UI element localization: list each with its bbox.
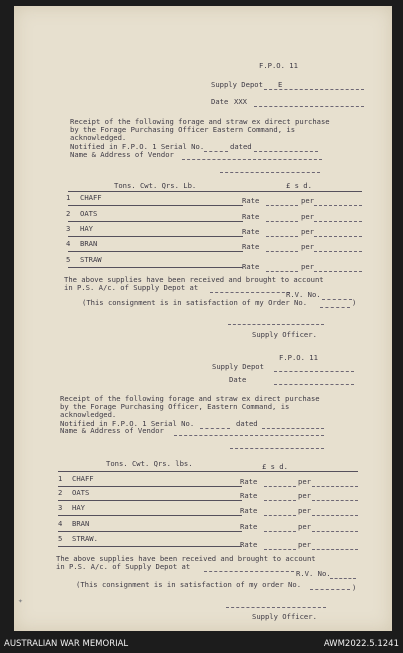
form1-order-line xyxy=(320,307,350,308)
form1-receipt-line2: by the Forage Purchasing Officer Eastern Command, is xyxy=(70,125,296,134)
row-rule xyxy=(68,205,243,206)
form2-supplies-line1: The above supplies have been received and brought to account xyxy=(56,554,316,563)
form2-supply-depot-label: Supply Depot xyxy=(212,362,264,371)
form1-supply-depot-value: E xyxy=(278,80,283,89)
item-name: OATS xyxy=(72,488,90,497)
form1-supply-depot-line xyxy=(264,89,364,90)
form1-date-value: XXX xyxy=(234,97,247,106)
form2-serial-line xyxy=(200,428,230,429)
form1-vendor-line xyxy=(182,159,322,160)
form2-date-label: Date xyxy=(229,375,247,384)
per-label: per xyxy=(298,477,311,486)
item-number: 2 xyxy=(58,488,63,497)
per-label: per xyxy=(301,242,314,251)
rate-line xyxy=(264,549,296,550)
form1-notified: Notified in F.P.O. 1 Serial No. xyxy=(70,142,205,151)
form1-item-row xyxy=(14,194,392,204)
form2-vendor-line xyxy=(174,435,324,436)
form1-item-row xyxy=(14,240,392,250)
item-name: BRAN xyxy=(72,519,90,528)
form2-dated-line xyxy=(262,428,324,429)
form2-item-row xyxy=(14,520,392,530)
form1-signature-line xyxy=(228,324,324,325)
form1-item-row xyxy=(14,255,392,271)
per-label: per xyxy=(301,212,314,221)
item-name: STRAW. xyxy=(72,534,98,543)
per-line xyxy=(314,205,362,206)
item-name: CHAFF xyxy=(80,193,102,202)
form1-dated-line xyxy=(254,151,318,152)
per-label: per xyxy=(301,262,314,271)
form1-rv: R.V. No. xyxy=(286,290,321,299)
form2-item-row xyxy=(14,475,392,485)
rate-label: Rate xyxy=(240,540,258,549)
form1-receipt-line3: acknowledged. xyxy=(70,133,127,142)
form1-receipt-line1: Receipt of the following forage and straw ex direct purchase xyxy=(70,117,330,126)
item-number: 1 xyxy=(58,474,63,483)
item-name: OATS xyxy=(80,209,98,218)
rate-label: Rate xyxy=(242,262,260,271)
form2-supply-officer: Supply Officer. xyxy=(252,612,317,621)
per-line xyxy=(312,515,358,516)
form2-header-rule xyxy=(58,471,358,472)
form1-depot-line xyxy=(210,292,290,293)
item-number: 4 xyxy=(58,519,63,528)
per-label: per xyxy=(301,196,314,205)
rate-line xyxy=(266,221,298,222)
item-name: HAY xyxy=(80,224,93,233)
item-number: 1 xyxy=(66,193,71,202)
item-number: 5 xyxy=(58,534,63,543)
form2-item-row xyxy=(14,534,392,549)
rate-line xyxy=(264,500,296,501)
per-line xyxy=(312,549,358,550)
form1-item-row xyxy=(14,225,392,235)
form1-supplies-line2: in P.S. A/c. of Supply Depot at xyxy=(64,283,199,292)
form1-rv-line xyxy=(322,299,352,300)
per-label: per xyxy=(298,491,311,500)
form2-supplies-line2: in P.S. A/c. of Supply Depot at xyxy=(56,562,191,571)
rate-line xyxy=(266,271,298,272)
rate-line xyxy=(264,515,296,516)
rate-label: Rate xyxy=(242,227,260,236)
form2-depot-line xyxy=(204,571,294,572)
form2-vendor: Name & Address of Vendor xyxy=(60,426,164,435)
form1-code: F.P.O. 11 xyxy=(259,61,298,70)
form2-receipt-line1: Receipt of the following forage and straw ex direct purchase xyxy=(60,394,320,403)
form2-order-line xyxy=(310,589,350,590)
form2-rv: R.V. No. xyxy=(296,569,331,578)
form1-columns: Tons. Cwt. Qrs. Lb. xyxy=(114,181,197,190)
item-number: 3 xyxy=(58,503,63,512)
per-label: per xyxy=(301,227,314,236)
item-name: CHAFF xyxy=(72,474,94,483)
form2-columns: Tons. Cwt. Qrs. lbs. xyxy=(106,459,193,468)
form2-receipt-line3: acknowledged. xyxy=(60,410,117,419)
per-line xyxy=(314,251,362,252)
row-rule xyxy=(68,236,243,237)
per-line xyxy=(314,221,362,222)
form1-header-rule xyxy=(68,191,362,192)
row-rule xyxy=(68,267,243,268)
rate-line xyxy=(266,236,298,237)
rate-label: Rate xyxy=(240,477,258,486)
form1-serial-line xyxy=(204,151,228,152)
form1-vendor: Name & Address of Vendor xyxy=(70,150,174,159)
footer-institution: AUSTRALIAN WAR MEMORIAL xyxy=(4,639,129,649)
form2-code: F.P.O. 11 xyxy=(279,353,318,362)
row-rule xyxy=(58,515,242,516)
footer-accession-number: AWM2022.5.1241 xyxy=(323,639,399,649)
form2-signature-line xyxy=(226,607,326,608)
rate-label: Rate xyxy=(240,506,258,515)
form2-item-row xyxy=(14,504,392,514)
form1-vendor-line2 xyxy=(220,172,320,173)
form1-supplies-line1: The above supplies have been received and brought to account xyxy=(64,275,324,284)
row-rule xyxy=(58,546,242,547)
per-line xyxy=(314,236,362,237)
row-rule xyxy=(58,531,242,532)
archive-footer xyxy=(0,633,403,653)
form2-receipt-line2: by the Forage Purchasing Officer, Eastern Command, is xyxy=(60,402,290,411)
per-label: per xyxy=(298,522,311,531)
rate-label: Rate xyxy=(242,212,260,221)
form2-item-row xyxy=(14,489,392,499)
row-rule xyxy=(68,221,243,222)
document-page xyxy=(14,6,392,631)
form2-date-line xyxy=(274,384,354,385)
form1-dated: dated xyxy=(230,142,252,151)
rate-line xyxy=(264,486,296,487)
form2-rv-line xyxy=(330,578,356,579)
form1-date-line xyxy=(254,106,364,107)
form2-supply-depot-line xyxy=(274,371,354,372)
rate-label: Rate xyxy=(240,522,258,531)
per-label: per xyxy=(298,540,311,549)
per-line xyxy=(312,486,358,487)
rate-label: Rate xyxy=(240,491,258,500)
rate-line xyxy=(266,205,298,206)
per-line xyxy=(312,500,358,501)
form1-date-label: Date xyxy=(211,97,229,106)
row-rule xyxy=(58,486,242,487)
row-rule xyxy=(68,251,243,252)
form1-consignment: (This consignment is in satisfaction of my Order No. xyxy=(82,298,308,307)
form2-money: £ s d. xyxy=(262,462,288,471)
row-rule xyxy=(58,500,242,501)
form1-supply-depot-label: Supply Depot xyxy=(211,80,263,89)
form2-vendor-line2 xyxy=(230,448,324,449)
item-number: 3 xyxy=(66,224,71,233)
item-number: 5 xyxy=(66,255,71,264)
per-line xyxy=(312,531,358,532)
rate-line xyxy=(264,531,296,532)
per-label: per xyxy=(298,506,311,515)
item-number: 4 xyxy=(66,239,71,248)
form1-item-row xyxy=(14,210,392,220)
per-line xyxy=(314,271,362,272)
form2-dated: dated xyxy=(236,419,258,428)
rate-label: Rate xyxy=(242,242,260,251)
rate-label: Rate xyxy=(242,196,260,205)
form1-close-paren: ) xyxy=(352,298,357,307)
item-name: BRAN xyxy=(80,239,98,248)
item-name: STRAW xyxy=(80,255,102,264)
form2-consignment: (This consignment is in satisfaction of my order No. xyxy=(76,580,302,589)
item-name: HAY xyxy=(72,503,85,512)
form2-close-paren: ) xyxy=(352,583,357,592)
form1-supply-officer: Supply Officer. xyxy=(252,330,317,339)
sparkle-icon: ✦ xyxy=(18,596,23,605)
form2-notified: Notified in F.P.O. 1 Serial No. xyxy=(60,419,195,428)
item-number: 2 xyxy=(66,209,71,218)
rate-line xyxy=(266,251,298,252)
form1-money: £ s d. xyxy=(286,181,312,190)
